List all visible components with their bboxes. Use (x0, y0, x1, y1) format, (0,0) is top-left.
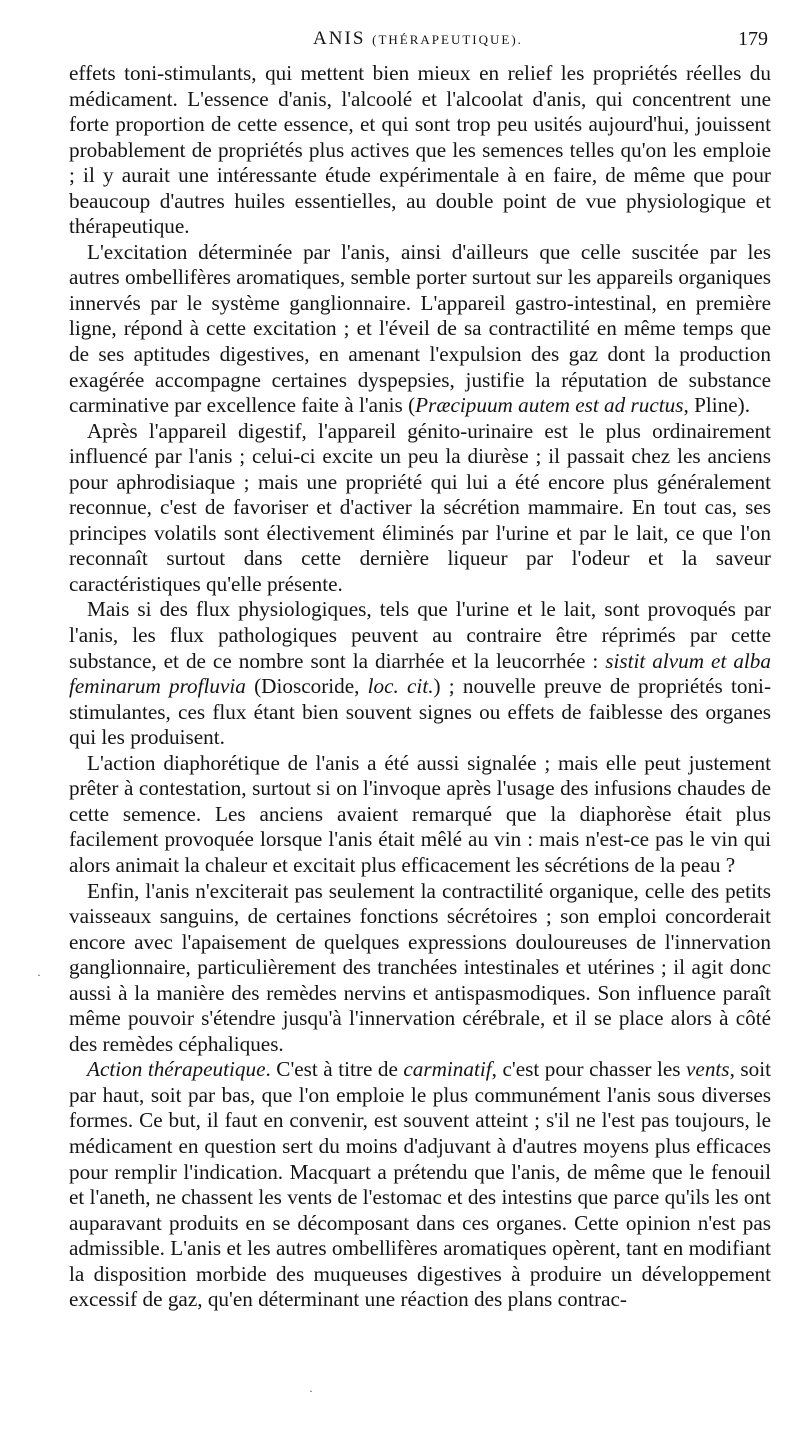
italic-text-run: Action thérapeutique (87, 1057, 266, 1082)
text-run: , Pline). (683, 393, 751, 418)
running-title-subtitle: (THÉRAPEUTIQUE). (372, 32, 523, 47)
paragraph (69, 879, 771, 1058)
italic-text-run: sistit alvum et alba feminarum profluvia (69, 648, 771, 699)
body-text (69, 61, 771, 1313)
speck-mark: · (309, 1384, 313, 1398)
text-run: Enfin, l'anis n'exciterait pas seulement la contractilité organique, celle des petits vaisseaux sanguins, de certaines fonctions sécrétoires ; son emploi concorderait encore avec l'apaisement de quelques expressions douloureuses de l'innervation ganglionnaire, particulièrement des tranchées intestinales et utérines ; il agit donc aussi à la manière des remèdes nervins et antispasmodiques. Son influence paraît même pouvoir s'étendre jusqu'à l'innervation cérébrale, et il se place alors à côté des remèdes céphaliques. (69, 878, 771, 1056)
text-run: effets toni-stimulants, qui mettent bien mieux en relief les propriétés réelles du médicament. L'essence d'anis, l'alcoolé et l'alcoolat d'anis, qui concentrent une forte proportion de cette essence, et qui sont trop peu usités aujourd'hui, jouissent probablement de propriétés plus actives que les semences telles qu'on les emploie ; il y aurait une intéressante étude expérimentale à en faire, de même que pour beaucoup d'autres huiles essentielles, au double point de vue physiologique et thérapeutique. (69, 61, 771, 239)
text-run: , soit par haut, soit par bas, que l'on emploie le plus communément l'anis sous diverses formes. Ce but, il faut en convenir, est souvent atteint ; s'il ne l'est pas toujours, le médicament en question sert du moins d'adjuvant à d'autres moyens plus efficaces pour remplir l'indication. Macquart a prétendu que l'anis, de même que le fenouil et l'aneth, ne chassent les vents de l'estomac et des intestins que parce qu'ils les ont auparavant produits en se décomposant dans ces organes. Cette opinion n'est pas admissible. L'anis et les autres ombellifères aromatiques opèrent, tant en modifiant la disposition morbide des muqueuses digestives à produire un développement excessif de gaz, qu'en déterminant une réaction des plans contrac- (69, 1057, 771, 1312)
running-header (68, 28, 768, 58)
page-number: 179 (738, 28, 768, 50)
italic-text-run: vents (686, 1057, 730, 1082)
text-run: Mais si des flux physiologiques, tels que l'urine et le lait, sont provoqués par l'anis, les flux pathologiques peuvent au contraire être réprimés par cette substance, et de ce nombre sont la diarrhée et la leucorrhée : (69, 597, 771, 673)
running-title (68, 28, 768, 50)
paragraph (69, 1057, 771, 1312)
paragraph (69, 240, 771, 419)
paragraph (69, 751, 771, 879)
speck-mark: · (37, 968, 41, 982)
italic-text-run: loc. cit. (367, 674, 434, 699)
paragraph (69, 61, 771, 240)
text-run: (Dioscoride, (245, 674, 368, 699)
text-run: , c'est pour chasser les (491, 1057, 687, 1082)
paragraph (69, 419, 771, 598)
text-run: . C'est à titre de (265, 1057, 404, 1082)
paragraph (69, 597, 771, 750)
text-run: L'excitation déterminée par l'anis, ainsi d'ailleurs que celle suscitée par les autres ombellifères aromatiques, semble porter surtout sur les appareils organiques innervés par le système ganglionnaire. L'appareil gastro-intestinal, en première ligne, répond à cette excitation ; et l'éveil de sa contractilité en même temps que de ses aptitudes digestives, en amenant l'expulsion des gaz dont la production exagérée accompagne certaines dyspepsies, justifie la réputation de substance carminative par excellence faite à l'anis ( (69, 239, 771, 418)
text-run: ) ; nouvelle preuve de propriétés toni-stimulantes, ces flux étant bien souvent signes ou effets de faiblesse des organes qui les produisent. (69, 674, 771, 750)
italic-text-run: carminatif (403, 1057, 492, 1082)
running-title-main: ANIS (313, 28, 366, 49)
text-run: Après l'appareil digestif, l'appareil génito-urinaire est le plus ordinairement influencé par l'anis ; celui-ci excite un peu la diurèse ; il passait chez les anciens pour aphrodisiaque ; mais une propriété qui lui a été encore plus généralement reconnue, c'est de favoriser et d'activer la sécrétion mammaire. En tout cas, ses principes volatils sont électivement éliminés par l'urine et par le lait, ce que l'on reconnaît surtout dans cette dernière liqueur par l'odeur et la saveur caractéristiques qu'elle présente. (69, 418, 771, 596)
text-run: L'action diaphorétique de l'anis a été aussi signalée ; mais elle peut justement prêter à contestation, surtout si on l'invoque après l'usage des infusions chaudes de cette semence. Les anciens avaient remarqué que la diaphorèse était plus facilement provoquée lorsque l'anis était mêlé au vin : mais n'est-ce pas le vin qui alors animait la chaleur et excitait plus efficacement les sécrétions de la peau ? (69, 750, 771, 877)
italic-text-run: Præcipuum autem est ad ructus (415, 393, 684, 418)
